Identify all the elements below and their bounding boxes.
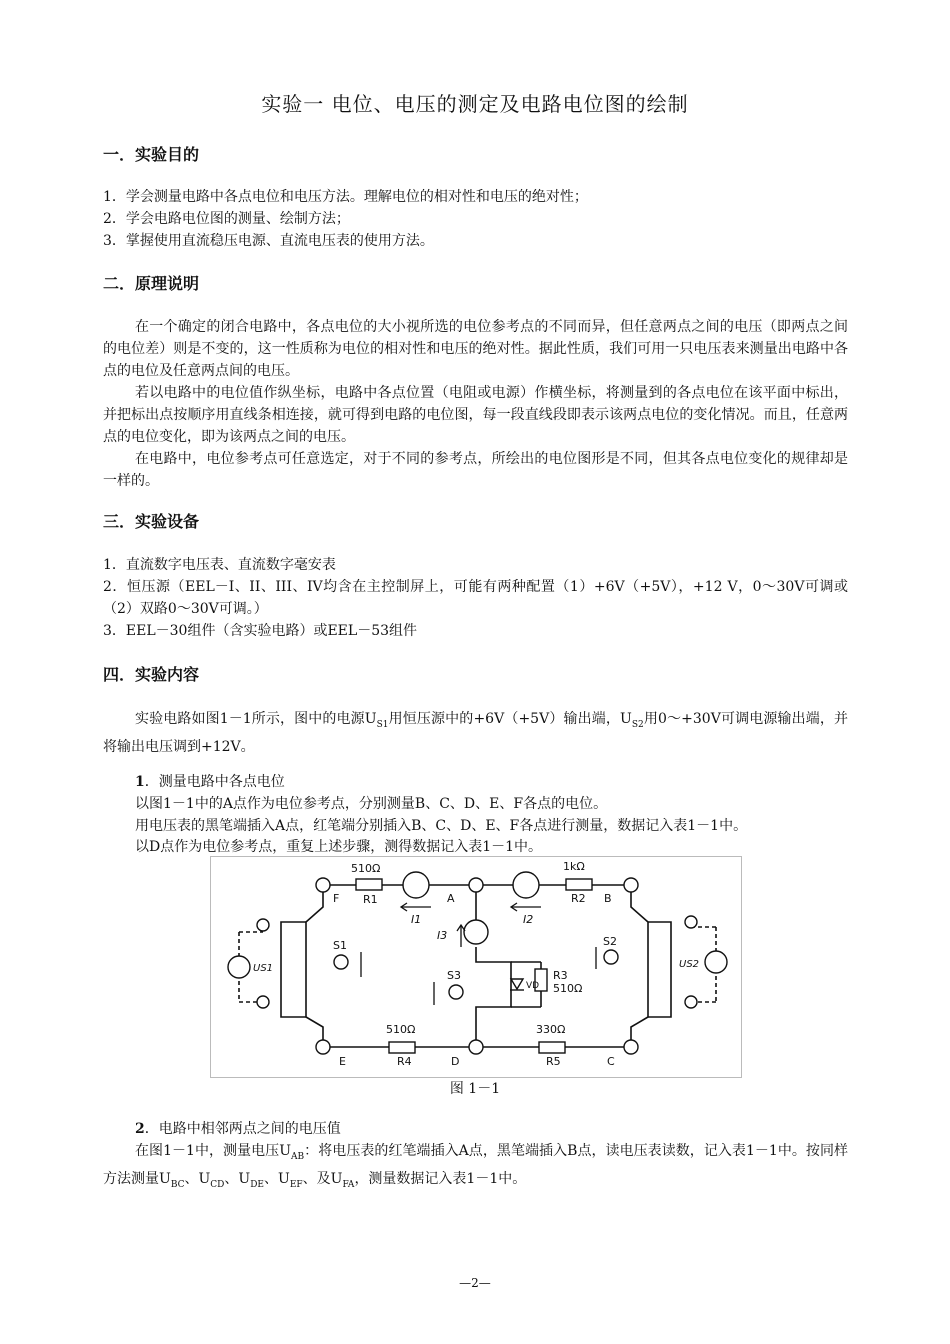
list-item: 2．恒压源（EEL－I、II、III、IV均含在主控制屏上，可能有两种配置（1）+6V（+5V），+12 V，0～30V可调或（2）双路0～30V可调。） <box>103 579 848 617</box>
intro-paragraph <box>103 708 848 758</box>
switch-s2-label: S2 <box>603 935 617 948</box>
node-a-label: A <box>447 892 455 905</box>
switch-s2-icon <box>604 950 618 964</box>
step1-heading <box>135 771 880 793</box>
r3-value: 510Ω <box>553 982 583 995</box>
step2-text: 、U <box>224 1170 251 1187</box>
step2-text: 在图1－1中，测量电压U <box>135 1143 292 1159</box>
node-d-terminal <box>469 1040 483 1054</box>
intro-text: 实验电路如图1－1所示，图中的电源U <box>135 711 377 727</box>
node-b-terminal <box>624 878 638 892</box>
subscript: AB <box>291 1151 305 1162</box>
section-heading-content: 四．实验内容 <box>103 665 200 684</box>
step2-text: 、及U <box>302 1170 343 1187</box>
list-item: 3．EEL－30组件（含实验电路）或EEL－53组件 <box>103 623 418 639</box>
paragraph: 在电路中，电位参考点可任意选定，对于不同的参考点，所绘出的电位图形是不同，但其各点电位变化的规律却是一样的。 <box>103 451 848 489</box>
source-us2-label: US2 <box>679 959 700 970</box>
circuit-diagram <box>211 857 741 1077</box>
source-us1-label: US1 <box>253 963 274 974</box>
step2-heading <box>135 1118 880 1140</box>
node-e-label: E <box>339 1055 346 1068</box>
switch-s3-icon <box>449 985 463 999</box>
node-a-terminal <box>469 878 483 892</box>
diode-vd-label: VD <box>526 981 540 991</box>
step2-text: 、U <box>264 1170 290 1187</box>
resistor-r2 <box>566 879 592 890</box>
r5-value: 330Ω <box>536 1023 566 1036</box>
page-title: 实验一 电位、电压的测定及电路电位图的绘制 <box>261 92 689 116</box>
node-f-terminal <box>316 878 330 892</box>
list-item: 3．掌握使用直流稳压电源、直流电压表的使用方法。 <box>103 233 434 249</box>
node-c-terminal <box>624 1040 638 1054</box>
switch-s1-icon <box>334 955 348 969</box>
voltage-source-us1-icon <box>228 956 250 978</box>
r1-value: 510Ω <box>351 862 381 875</box>
r2-label: R2 <box>571 892 586 905</box>
figure-caption: 图 1－1 <box>449 1081 501 1097</box>
node-c-label: C <box>607 1055 615 1068</box>
ammeter-socket-i1-icon <box>403 872 429 898</box>
step1-line: 以图1－1中的A点作为电位参考点，分别测量B、C、D、E、F各点的电位。 <box>135 796 608 812</box>
paragraph: 若以电路中的电位值作纵坐标，电路中各点位置（电阻或电源）作横坐标，将测量到的各点电位在该平面中标出，并把标出点按顺序用直线条相连接，就可得到电路的电位图，每一段直线段即表示该两点电位的变化情况。而且，任意两点的电位变化，即为该两点之间的电压。 <box>103 385 848 445</box>
subscript: CD <box>210 1179 225 1190</box>
r4-label: R4 <box>397 1055 412 1068</box>
r4-value: 510Ω <box>386 1023 416 1036</box>
r2-value: 1kΩ <box>563 860 585 873</box>
list-item: 1．学会测量电路中各点电位和电压方法。理解电位的相对性和电压的绝对性； <box>103 189 588 205</box>
current-i1-label: I1 <box>411 913 422 926</box>
step1-line: 用电压表的黑笔端插入A点，红笔端分别插入B、C、D、E、F各点进行测量，数据记入表1－1中。 <box>135 818 748 834</box>
switch-s3-label: S3 <box>447 969 461 982</box>
subscript: DE <box>250 1179 265 1190</box>
intro-text: 用恒压源中的+6V（+5V）输出端，U <box>388 711 632 727</box>
current-i2-label: I2 <box>523 913 534 926</box>
resistor-r5 <box>539 1042 565 1053</box>
subscript: FA <box>342 1179 355 1190</box>
paragraph: 在一个确定的闭合电路中，各点电位的大小视所选的电位参考点的不同而异，但任意两点之间的电压（即两点之间的电位差）则是不变的，这一性质称为电位的相对性和电压的绝对性。据此性质，我们可用一只电压表来测量出电路中各点的电位及任意两点间的电压。 <box>103 319 848 379</box>
step1-line: 以D点作为电位参考点，重复上述步骤，测得数据记入表1－1中。 <box>135 839 543 855</box>
step-number: 1 <box>135 774 145 790</box>
step2-text: 、U <box>184 1170 211 1187</box>
step-title: ．电路中相邻两点之间的电压值 <box>144 1121 341 1137</box>
section-heading-purpose: 一．实验目的 <box>103 145 200 164</box>
voltage-source-us2-icon <box>705 951 727 973</box>
step-number: 2 <box>135 1121 145 1137</box>
step2-text: ，测量数据记入表1－1中。 <box>354 1170 527 1187</box>
step-title: ．测量电路中各点电位 <box>144 774 285 790</box>
diode-vd-icon <box>510 979 524 990</box>
step2-paragraph <box>103 1140 848 1196</box>
r1-label: R1 <box>363 893 378 906</box>
current-i3-label: I3 <box>437 929 448 942</box>
node-b-label: B <box>604 892 612 905</box>
switch-s1-label: S1 <box>333 939 347 952</box>
ammeter-socket-i2-icon <box>513 872 539 898</box>
subscript: BC <box>170 1179 185 1190</box>
ammeter-socket-i3-icon <box>464 920 488 944</box>
resistor-r4 <box>389 1042 415 1053</box>
subscript: EF <box>289 1179 303 1190</box>
section-heading-principle: 二．原理说明 <box>103 274 200 293</box>
node-f-label: F <box>333 892 340 905</box>
circuit-figure <box>210 856 742 1078</box>
r5-label: R5 <box>546 1055 561 1068</box>
page-number: —2— <box>459 1276 491 1290</box>
resistor-r1 <box>356 879 382 890</box>
list-item: 1．直流数字电压表、直流数字毫安表 <box>103 557 336 573</box>
intro-text: 用0～+30V可调电源输出端，并将输出电压调到+12V。 <box>103 711 849 755</box>
node-d-label: D <box>451 1055 460 1068</box>
r3-label: R3 <box>553 969 568 982</box>
subscript: S1 <box>376 719 389 730</box>
node-e-terminal <box>316 1040 330 1054</box>
list-item: 2．学会电路电位图的测量、绘制方法； <box>103 211 350 227</box>
section-heading-equipment: 三．实验设备 <box>103 512 200 531</box>
subscript: S2 <box>631 719 644 730</box>
step2-text: ：将电压表的红笔端插入A点，黑笔端插入B点，读电压表读数，记入表1－1中。按同样方法测量U <box>103 1143 848 1187</box>
